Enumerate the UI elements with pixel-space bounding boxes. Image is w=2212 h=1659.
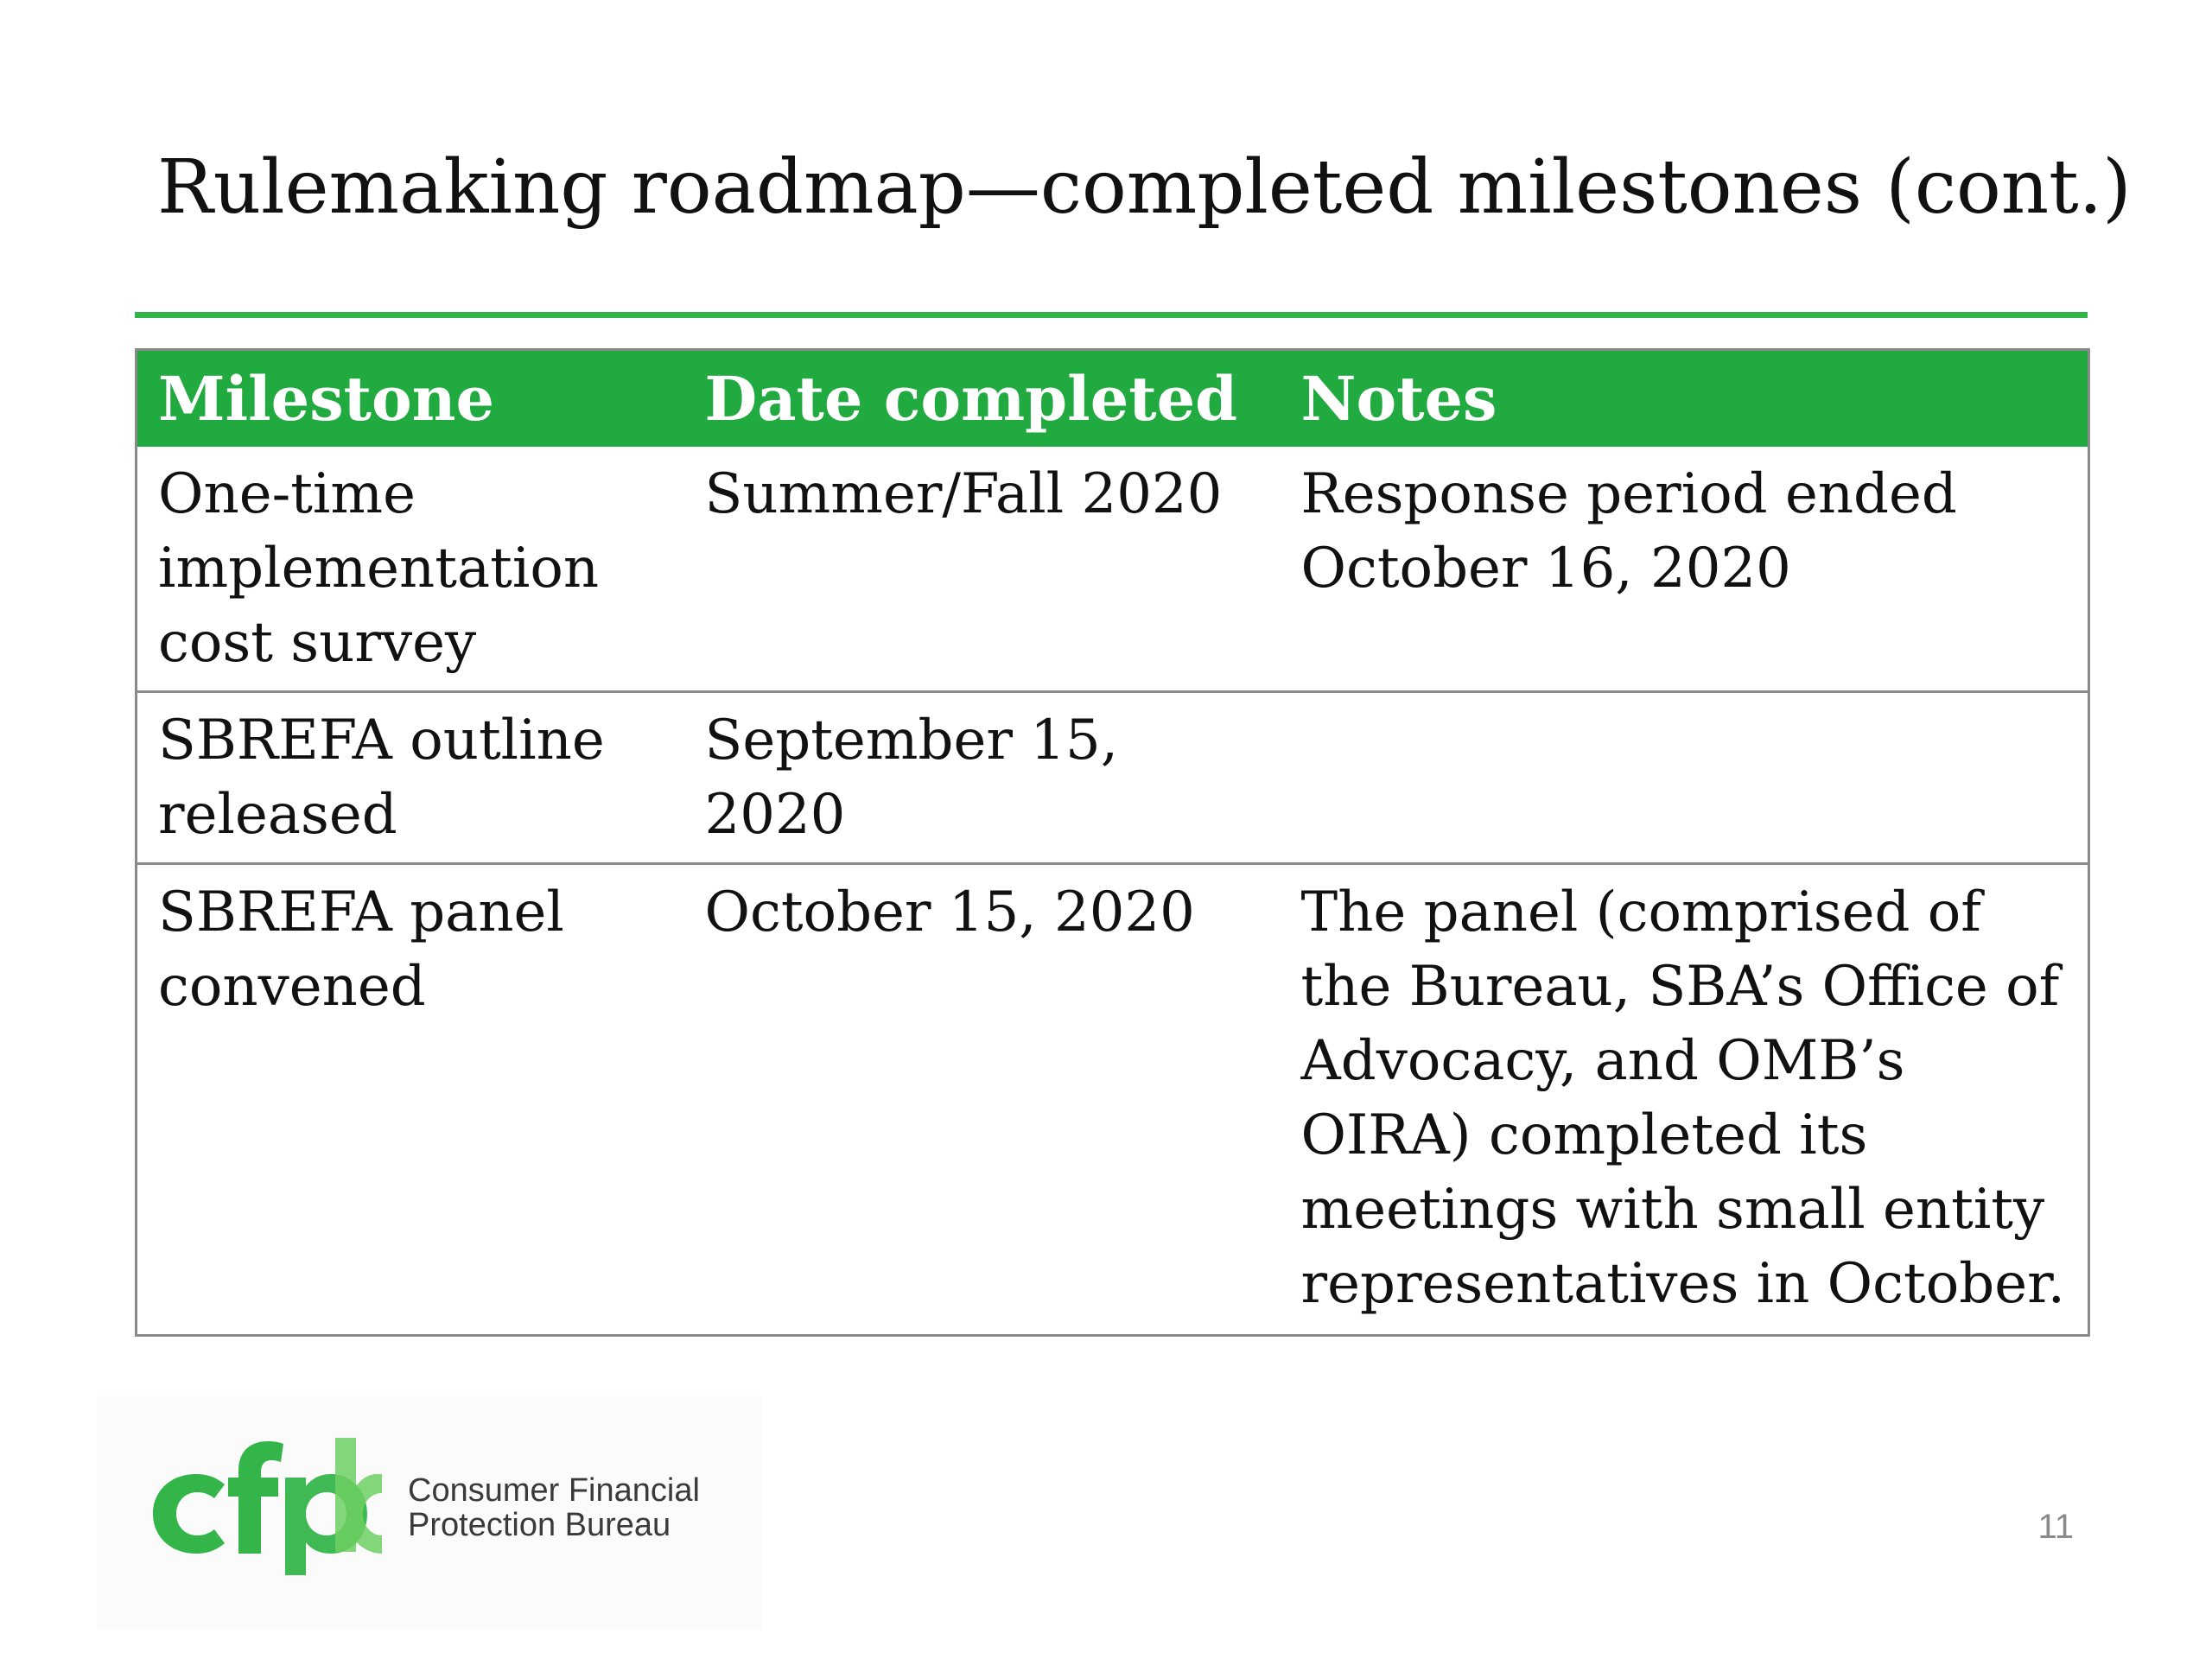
cell-milestone: SBREFA outline released xyxy=(137,692,684,864)
cell-milestone: SBREFA panel convened xyxy=(137,864,684,1336)
milestones-table xyxy=(135,348,2090,1337)
table-header xyxy=(137,350,2089,448)
table-header-row xyxy=(137,350,2089,448)
table-row xyxy=(137,692,2089,864)
table-row xyxy=(137,447,2089,692)
header-date-completed: Date completed xyxy=(684,350,1281,448)
cfpb-logo-mark xyxy=(153,1441,367,1575)
cell-date: Summer/Fall 2020 xyxy=(684,447,1281,692)
cell-milestone: One-time implementation cost survey xyxy=(137,447,684,692)
cfpb-logo xyxy=(149,1433,382,1575)
cfpb-logo-b xyxy=(335,1438,382,1554)
cell-date: September 15, 2020 xyxy=(684,692,1281,864)
header-milestone: Milestone xyxy=(137,350,684,448)
page-number: 11 xyxy=(2037,1508,2074,1546)
cell-notes: Response period ended October 16, 2020 xyxy=(1281,447,2089,692)
org-name-line1: Consumer Financial xyxy=(408,1472,700,1509)
org-name xyxy=(408,1473,700,1542)
slide-title: Rulemaking roadmap—completed milestones (cont.) xyxy=(157,144,2132,231)
title-divider xyxy=(135,312,2088,318)
table-row xyxy=(137,864,2089,1336)
cell-notes xyxy=(1281,692,2089,864)
cell-date: October 15, 2020 xyxy=(684,864,1281,1336)
cell-notes: The panel (comprised of the Bureau, SBA’s Office of Advocacy, and OMB’s OIRA) completed its meetings with small entity representatives in October. xyxy=(1281,864,2089,1336)
org-name-line2: Protection Bureau xyxy=(408,1507,671,1543)
table-body xyxy=(137,447,2089,1336)
header-notes: Notes xyxy=(1281,350,2089,448)
